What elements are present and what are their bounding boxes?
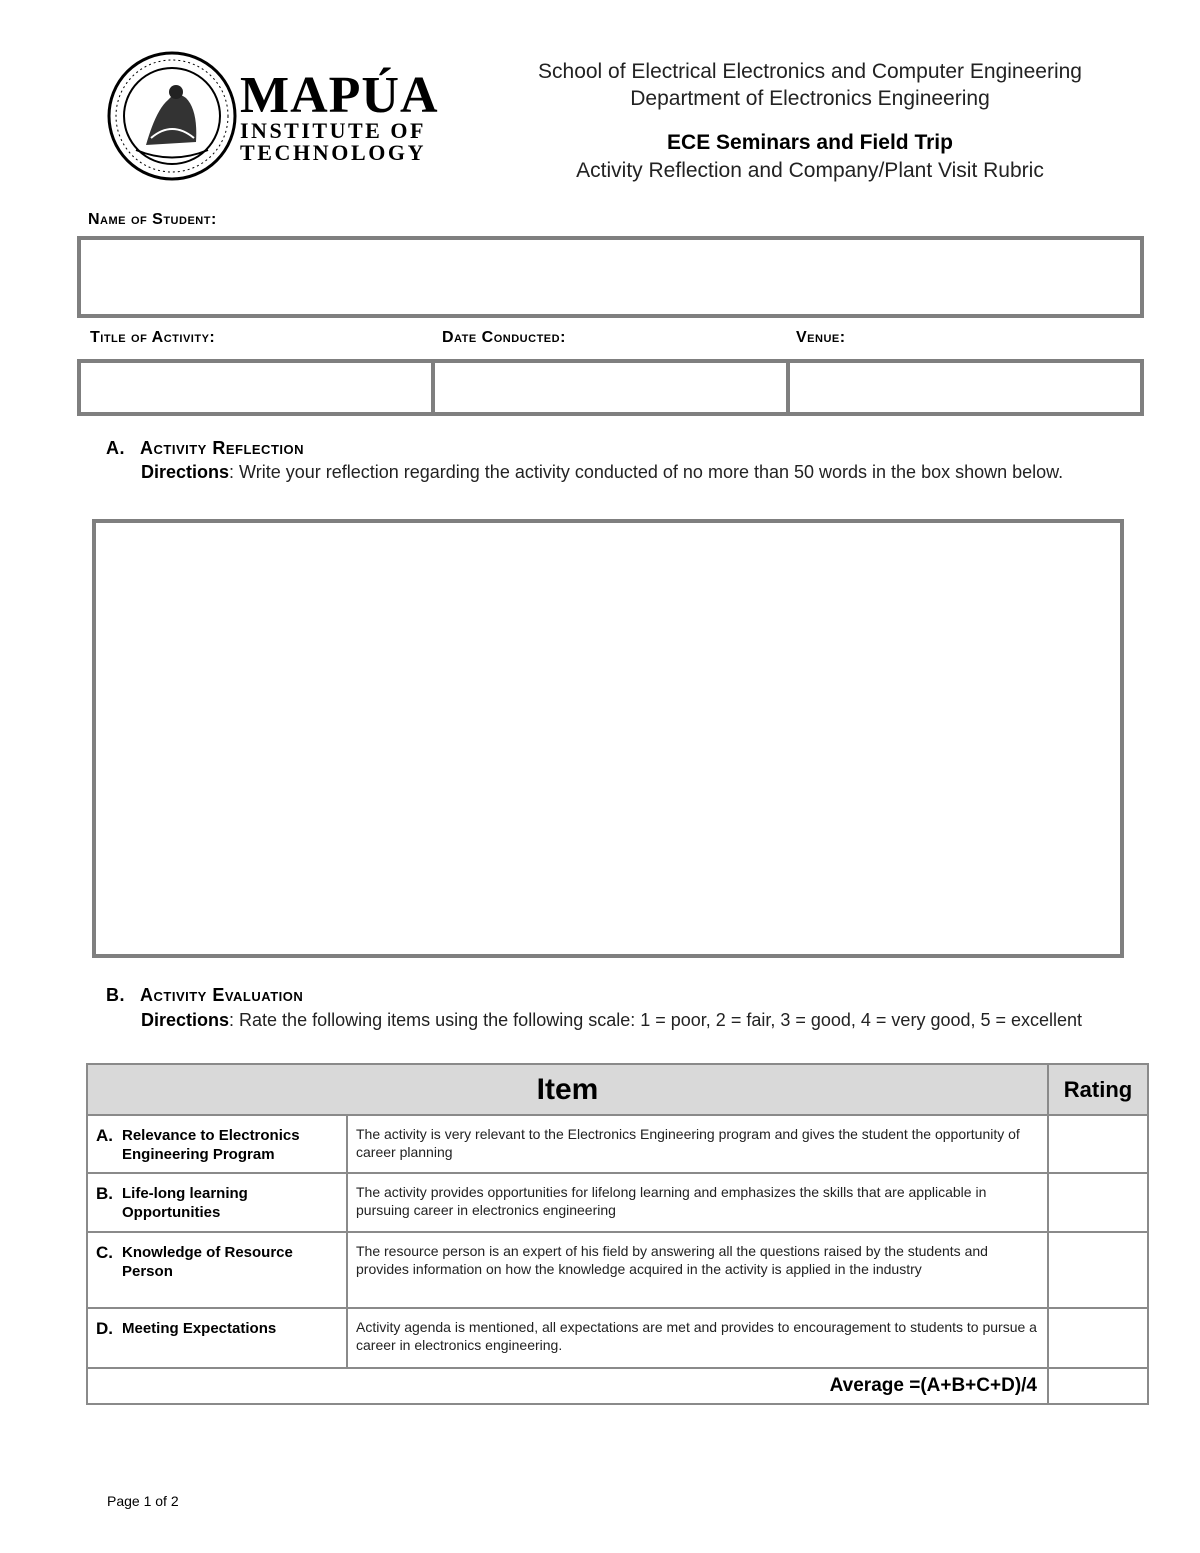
page-number: Page 1 of 2 <box>107 1493 179 1509</box>
section-a-heading <box>106 438 304 459</box>
date-conducted-field[interactable] <box>431 359 791 416</box>
table-row <box>87 1115 1148 1173</box>
title-of-activity-label: Title of Activity: <box>90 329 216 346</box>
item-column-header: Item <box>87 1064 1048 1115</box>
section-a-title: Activity Reflection <box>140 438 304 458</box>
venue-label: Venue: <box>796 329 846 346</box>
logo-wordmark <box>240 67 439 165</box>
rating-cell[interactable] <box>1048 1173 1148 1232</box>
table-row <box>87 1232 1148 1308</box>
average-rating-cell[interactable] <box>1048 1368 1148 1404</box>
rating-column-header: Rating <box>1048 1064 1148 1115</box>
section-b-directions-label: Directions <box>141 1010 230 1030</box>
criterion-letter: C. <box>96 1243 113 1262</box>
criterion-text: Knowledge of Resource Person <box>122 1244 293 1280</box>
section-a-directions <box>141 461 1121 484</box>
rating-cell[interactable] <box>1048 1232 1148 1308</box>
criterion-text: Meeting Expectations <box>122 1320 277 1337</box>
average-row <box>87 1368 1148 1404</box>
criterion-letter: A. <box>96 1126 113 1145</box>
department-name: Department of Electronics Engineering <box>630 87 990 110</box>
section-a-letter: A. <box>106 438 125 458</box>
criterion-cell <box>87 1115 347 1173</box>
rubric-title: Activity Reflection and Company/Plant Visit Rubric <box>576 159 1044 182</box>
venue-field[interactable] <box>786 359 1144 416</box>
name-of-student-field[interactable] <box>77 236 1144 318</box>
average-label: Average =(A+B+C+D)/4 <box>87 1368 1048 1404</box>
criterion-text: Life-long learning Opportunities <box>122 1185 248 1221</box>
rating-cell[interactable] <box>1048 1115 1148 1173</box>
section-b-title: Activity Evaluation <box>140 985 304 1005</box>
school-name: School of Electrical Electronics and Computer Engineering <box>538 60 1082 83</box>
section-b-directions-text: : Rate the following items using the following scale: 1 = poor, 2 = fair, 3 = good, 4 = very good, 5 = excellent <box>229 1010 1083 1030</box>
section-a-directions-text: : Write your reflection regarding the activity conducted of no more than 50 words in the box shown below. <box>229 462 1064 482</box>
rating-cell[interactable] <box>1048 1308 1148 1368</box>
description-cell: The activity is very relevant to the Electronics Engineering program and gives the student the opportunity of career planning <box>347 1115 1048 1173</box>
logo-line-2: INSTITUTE OF <box>240 118 426 143</box>
criterion-letter: B. <box>96 1184 113 1203</box>
criterion-letter: D. <box>96 1319 113 1338</box>
criterion-cell <box>87 1308 347 1368</box>
name-of-student-label: Name of Student: <box>88 211 217 228</box>
table-row <box>87 1308 1148 1368</box>
description-cell: The resource person is an expert of his field by answering all the questions raised by the students and provides information on how the knowledge acquired in the activity is applied in the industry <box>347 1232 1048 1308</box>
section-b-heading <box>106 985 303 1006</box>
reflection-textarea[interactable] <box>92 519 1124 958</box>
criterion-cell <box>87 1173 347 1232</box>
title-of-activity-field[interactable] <box>77 359 436 416</box>
section-a-directions-label: Directions <box>141 462 230 482</box>
description-cell: The activity provides opportunities for lifelong learning and emphasizes the skills that are applicable in pursuing career in electronics engineering <box>347 1173 1048 1232</box>
course-title: ECE Seminars and Field Trip <box>667 131 953 154</box>
section-b-letter: B. <box>106 985 125 1005</box>
logo-line-3: TECHNOLOGY <box>240 140 427 165</box>
section-b-directions <box>141 1009 1121 1032</box>
description-cell: Activity agenda is mentioned, all expectations are met and provides to encouragement to students to pursue a career in electronics engineering. <box>347 1308 1048 1368</box>
logo-name: MAPÚA <box>240 67 439 124</box>
mapua-seal-icon <box>106 50 238 182</box>
criterion-cell <box>87 1232 347 1308</box>
evaluation-table <box>86 1063 1149 1405</box>
table-header-row <box>87 1064 1148 1115</box>
date-conducted-label: Date Conducted: <box>442 329 566 346</box>
criterion-text: Relevance to Electronics Engineering Program <box>122 1127 300 1163</box>
table-row <box>87 1173 1148 1232</box>
